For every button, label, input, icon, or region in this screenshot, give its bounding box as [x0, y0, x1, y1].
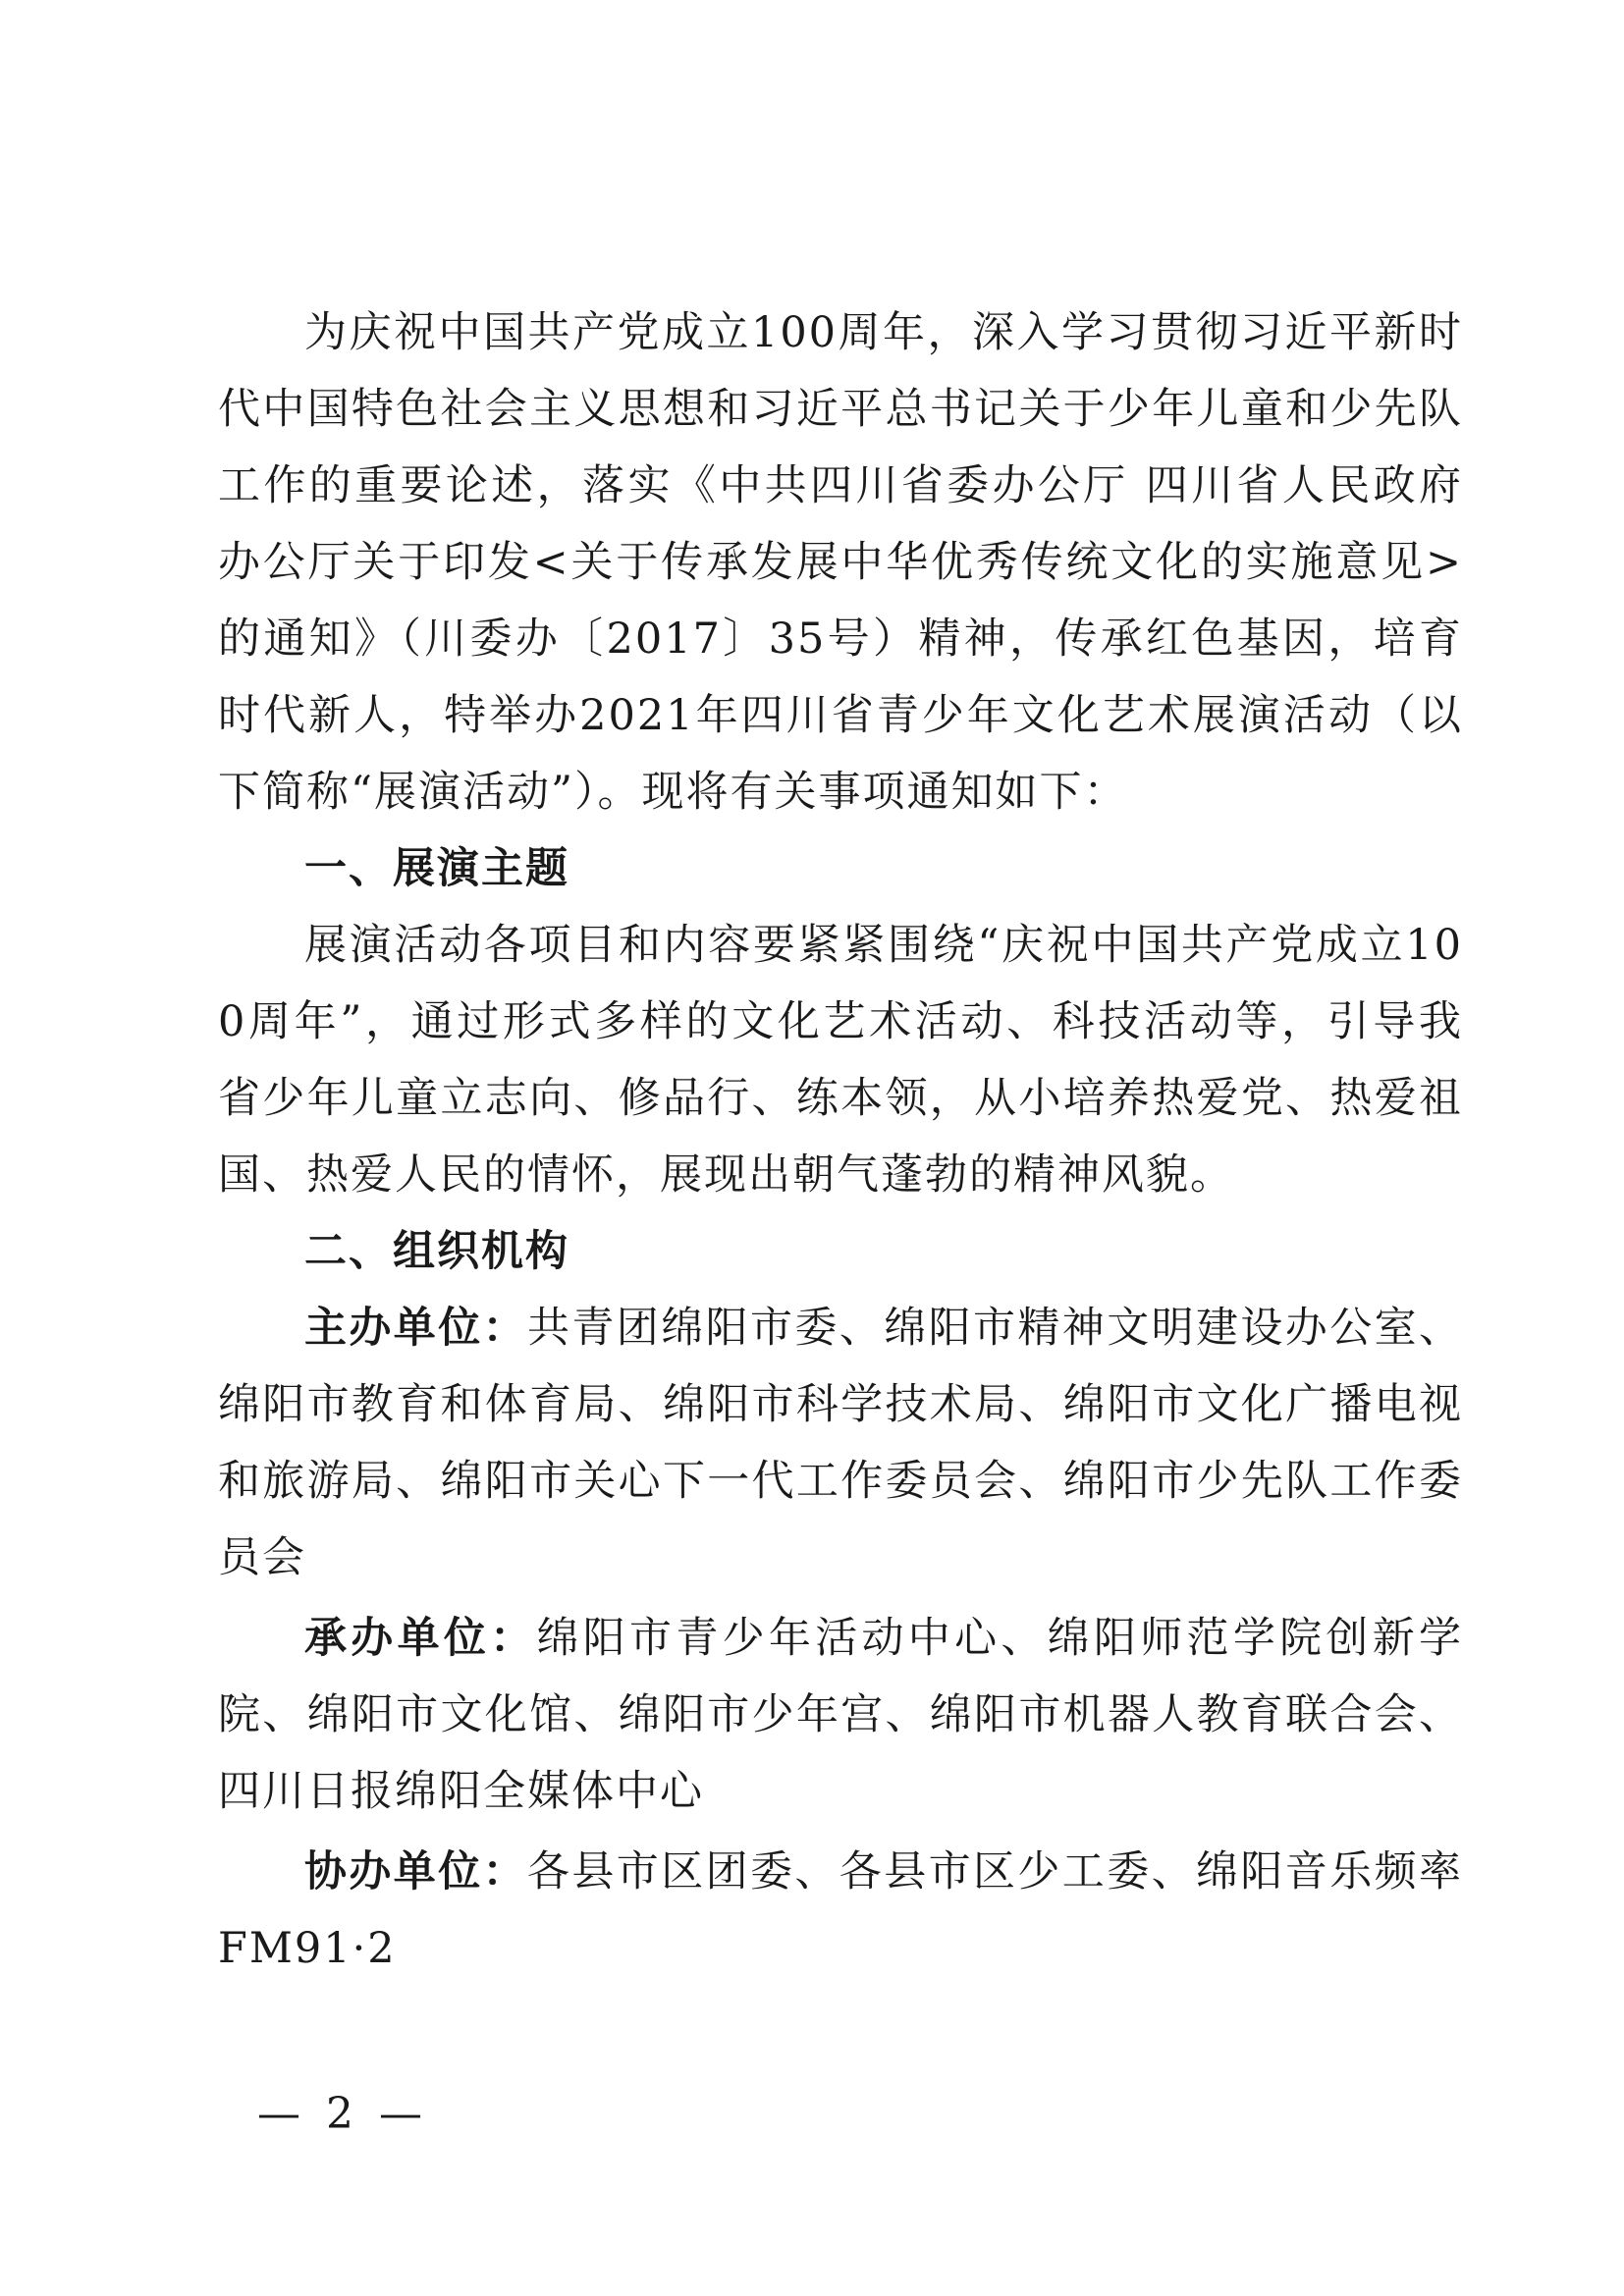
- co-organizer-units-paragraph: [218, 1834, 1463, 1987]
- page-number: — 2 —: [257, 2089, 428, 2139]
- host-units-text: 共青团绵阳市委、绵阳市精神文明建设办公室、绵阳市教育和体育局、绵阳市科学技术局、绵阳市文化广播电视和旅游局、绵阳市关心下一代工作委员会、绵阳市少先队工作委员会: [218, 1304, 1463, 1582]
- section-heading-theme: 一、展演主题: [304, 844, 569, 893]
- theme-paragraph: 展演活动各项目和内容要紧紧围绕“庆祝中国共产党成立100周年”，通过形式多样的文化艺术活动、科技活动等，引导我省少年儿童立志向、修品行、练本领，从小培养热爱党、热爱祖国、热爱人民的情怀，展现出朝气蓬勃的精神风貌。: [218, 921, 1463, 1200]
- co-organizer-units-text: 各县市区团委、各县市区少工委、绵阳音乐频率FM91·2: [218, 1847, 1463, 1973]
- host-units-paragraph: [218, 1290, 1463, 1596]
- organizer-units-paragraph: [218, 1600, 1463, 1830]
- host-units-label: 主办单位：: [304, 1304, 527, 1353]
- section-heading-organization: 二、组织机构: [304, 1227, 569, 1276]
- document-body: [218, 294, 1463, 1991]
- co-organizer-units-label: 协办单位：: [304, 1847, 527, 1896]
- organizer-units-label: 承办单位：: [304, 1614, 537, 1663]
- organizer-units-text: 绵阳市青少年活动中心、绵阳师范学院创新学院、绵阳市文化馆、绵阳市少年宫、绵阳市机器人教育联合会、四川日报绵阳全媒体中心: [218, 1614, 1464, 1816]
- intro-paragraph: 为庆祝中国共产党成立100周年，深入学习贯彻习近平新时代中国特色社会主义思想和习近平总书记关于少年儿童和少先队工作的重要论述，落实《中共四川省委办公厅 四川省人民政府办公厅关于印发<关于传承发展中华优秀传统文化的实施意见>的通知》（川委办〔2017〕35号）精神，传承红色基因，培育时代新人，特举办2021年四川省青少年文化艺术展演活动（以下简称“展演活动”）。现将有关事项通知如下：: [218, 308, 1463, 817]
